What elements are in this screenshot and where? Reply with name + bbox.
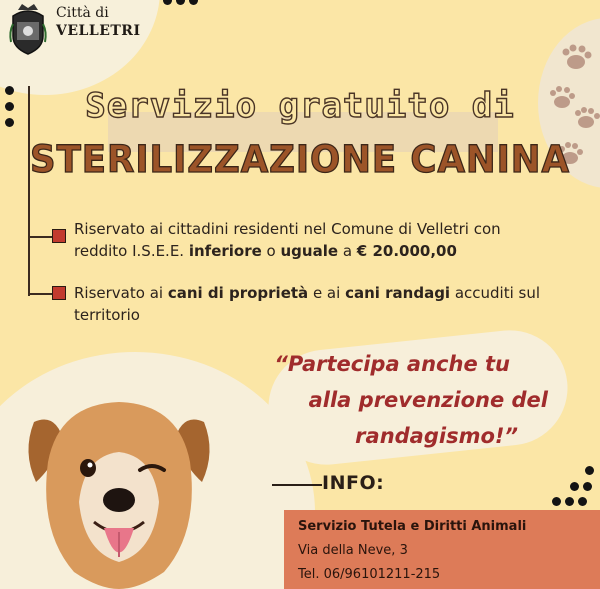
dog-photo — [14, 382, 224, 589]
connector-branch — [28, 293, 52, 295]
slogan-line3: randagismo!” — [355, 424, 518, 448]
connector-branch — [28, 236, 52, 238]
title-line1: Servizio gratuito di — [85, 86, 515, 126]
info-office-name: Servizio Tutela e Diritti Animali — [298, 519, 527, 534]
city-name-line1: Città di — [56, 5, 109, 21]
slogan-line1: “Partecipa anche tu — [274, 352, 510, 376]
connector-line — [28, 86, 30, 296]
info-phone: Tel. 06/96101211-215 — [298, 567, 441, 582]
info-label: INFO: — [322, 472, 385, 494]
requirement-item: Riservato ai cittadini residenti nel Comune di Velletri con reddito I.S.E.E. inferiore o uguale a € 20.000,00 — [74, 220, 501, 260]
city-name-line2: VELLETRI — [56, 22, 141, 39]
slogan — [268, 346, 568, 454]
bullet-square-icon — [52, 286, 66, 300]
decorative-dots-bottom-right — [552, 497, 587, 506]
title-line2: STERILIZZAZIONE CANINA — [30, 138, 570, 181]
decorative-dots-bottom-right — [570, 482, 592, 491]
info-box — [284, 510, 600, 589]
info-address: Via della Neve, 3 — [298, 543, 408, 558]
decorative-dots-top — [163, 0, 198, 5]
decorative-dots-bottom-right — [585, 466, 594, 475]
slogan-line2: alla prevenzione del — [308, 388, 548, 412]
bullet-square-icon — [52, 229, 66, 243]
city-name — [56, 5, 141, 40]
requirement-item: Riservato ai cani di proprietà e ai cani randagi accuditi sul territorio — [74, 284, 541, 324]
info-connector — [272, 484, 322, 486]
city-crest-icon — [7, 2, 49, 56]
